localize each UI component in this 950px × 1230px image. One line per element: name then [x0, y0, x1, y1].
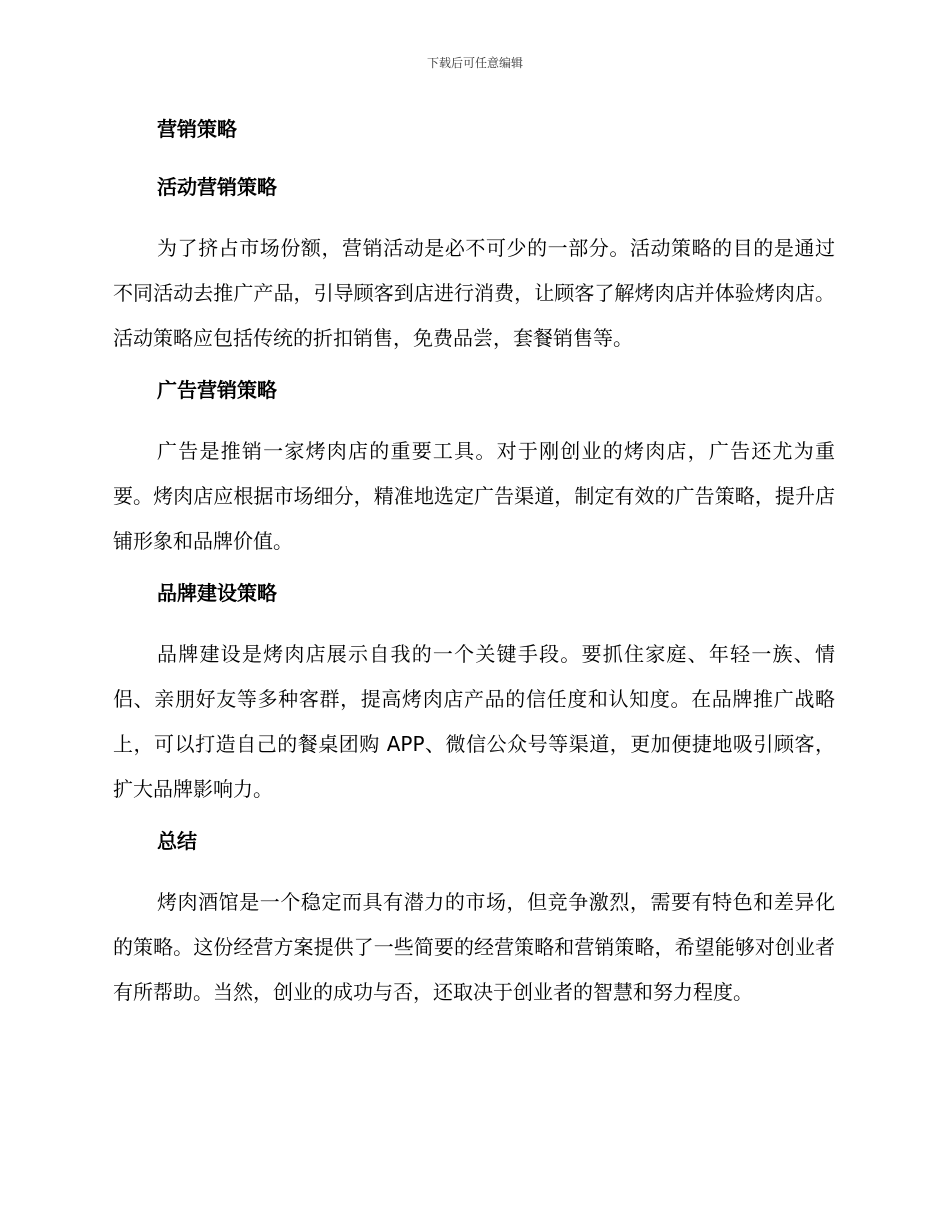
header-note: 下载后可任意编辑	[426, 56, 523, 70]
subsection-title-advertising: 广告营销策略	[157, 378, 277, 402]
subsection-title-activity: 活动营销策略	[157, 175, 277, 199]
paragraph-advertising: 广告是推销一家烤肉店的重要工具。对于刚创业的烤肉店，广告还尤为重要。烤肉店应根据市场细分，精准地选定广告渠道，制定有效的广告策略，提升店铺形象和品牌价值。	[113, 439, 835, 553]
section-title: 营销策略	[157, 117, 237, 141]
paragraph-brand: 品牌建设是烤肉店展示自我的一个关键手段。要抓住家庭、年轻一族、情侣、亲朋好友等多种客群，提高烤肉店产品的信任度和认知度。在品牌推广战略上，可以打造自己的餐桌团购 APP、微信公众号等渠道，更加便捷地吸引顾客，扩大品牌影响力。	[113, 642, 835, 801]
paragraph-summary: 烤肉酒馆是一个稳定而具有潜力的市场，但竞争激烈，需要有特色和差异化的策略。这份经营方案提供了一些简要的经营策略和营销策略，希望能够对创业者有所帮助。当然，创业的成功与否，还取决于创业者的智慧和努力程度。	[113, 890, 835, 1004]
subsection-title-summary: 总结	[157, 829, 197, 853]
subsection-title-brand: 品牌建设策略	[157, 581, 277, 605]
document-body	[113, 112, 835, 1027]
paragraph-activity: 为了挤占市场份额，营销活动是必不可少的一部分。活动策略的目的是通过不同活动去推广产品，引导顾客到店进行消费，让顾客了解烤肉店并体验烤肉店。活动策略应包括传统的折扣销售，免费品尝，套餐销售等。	[113, 236, 835, 350]
